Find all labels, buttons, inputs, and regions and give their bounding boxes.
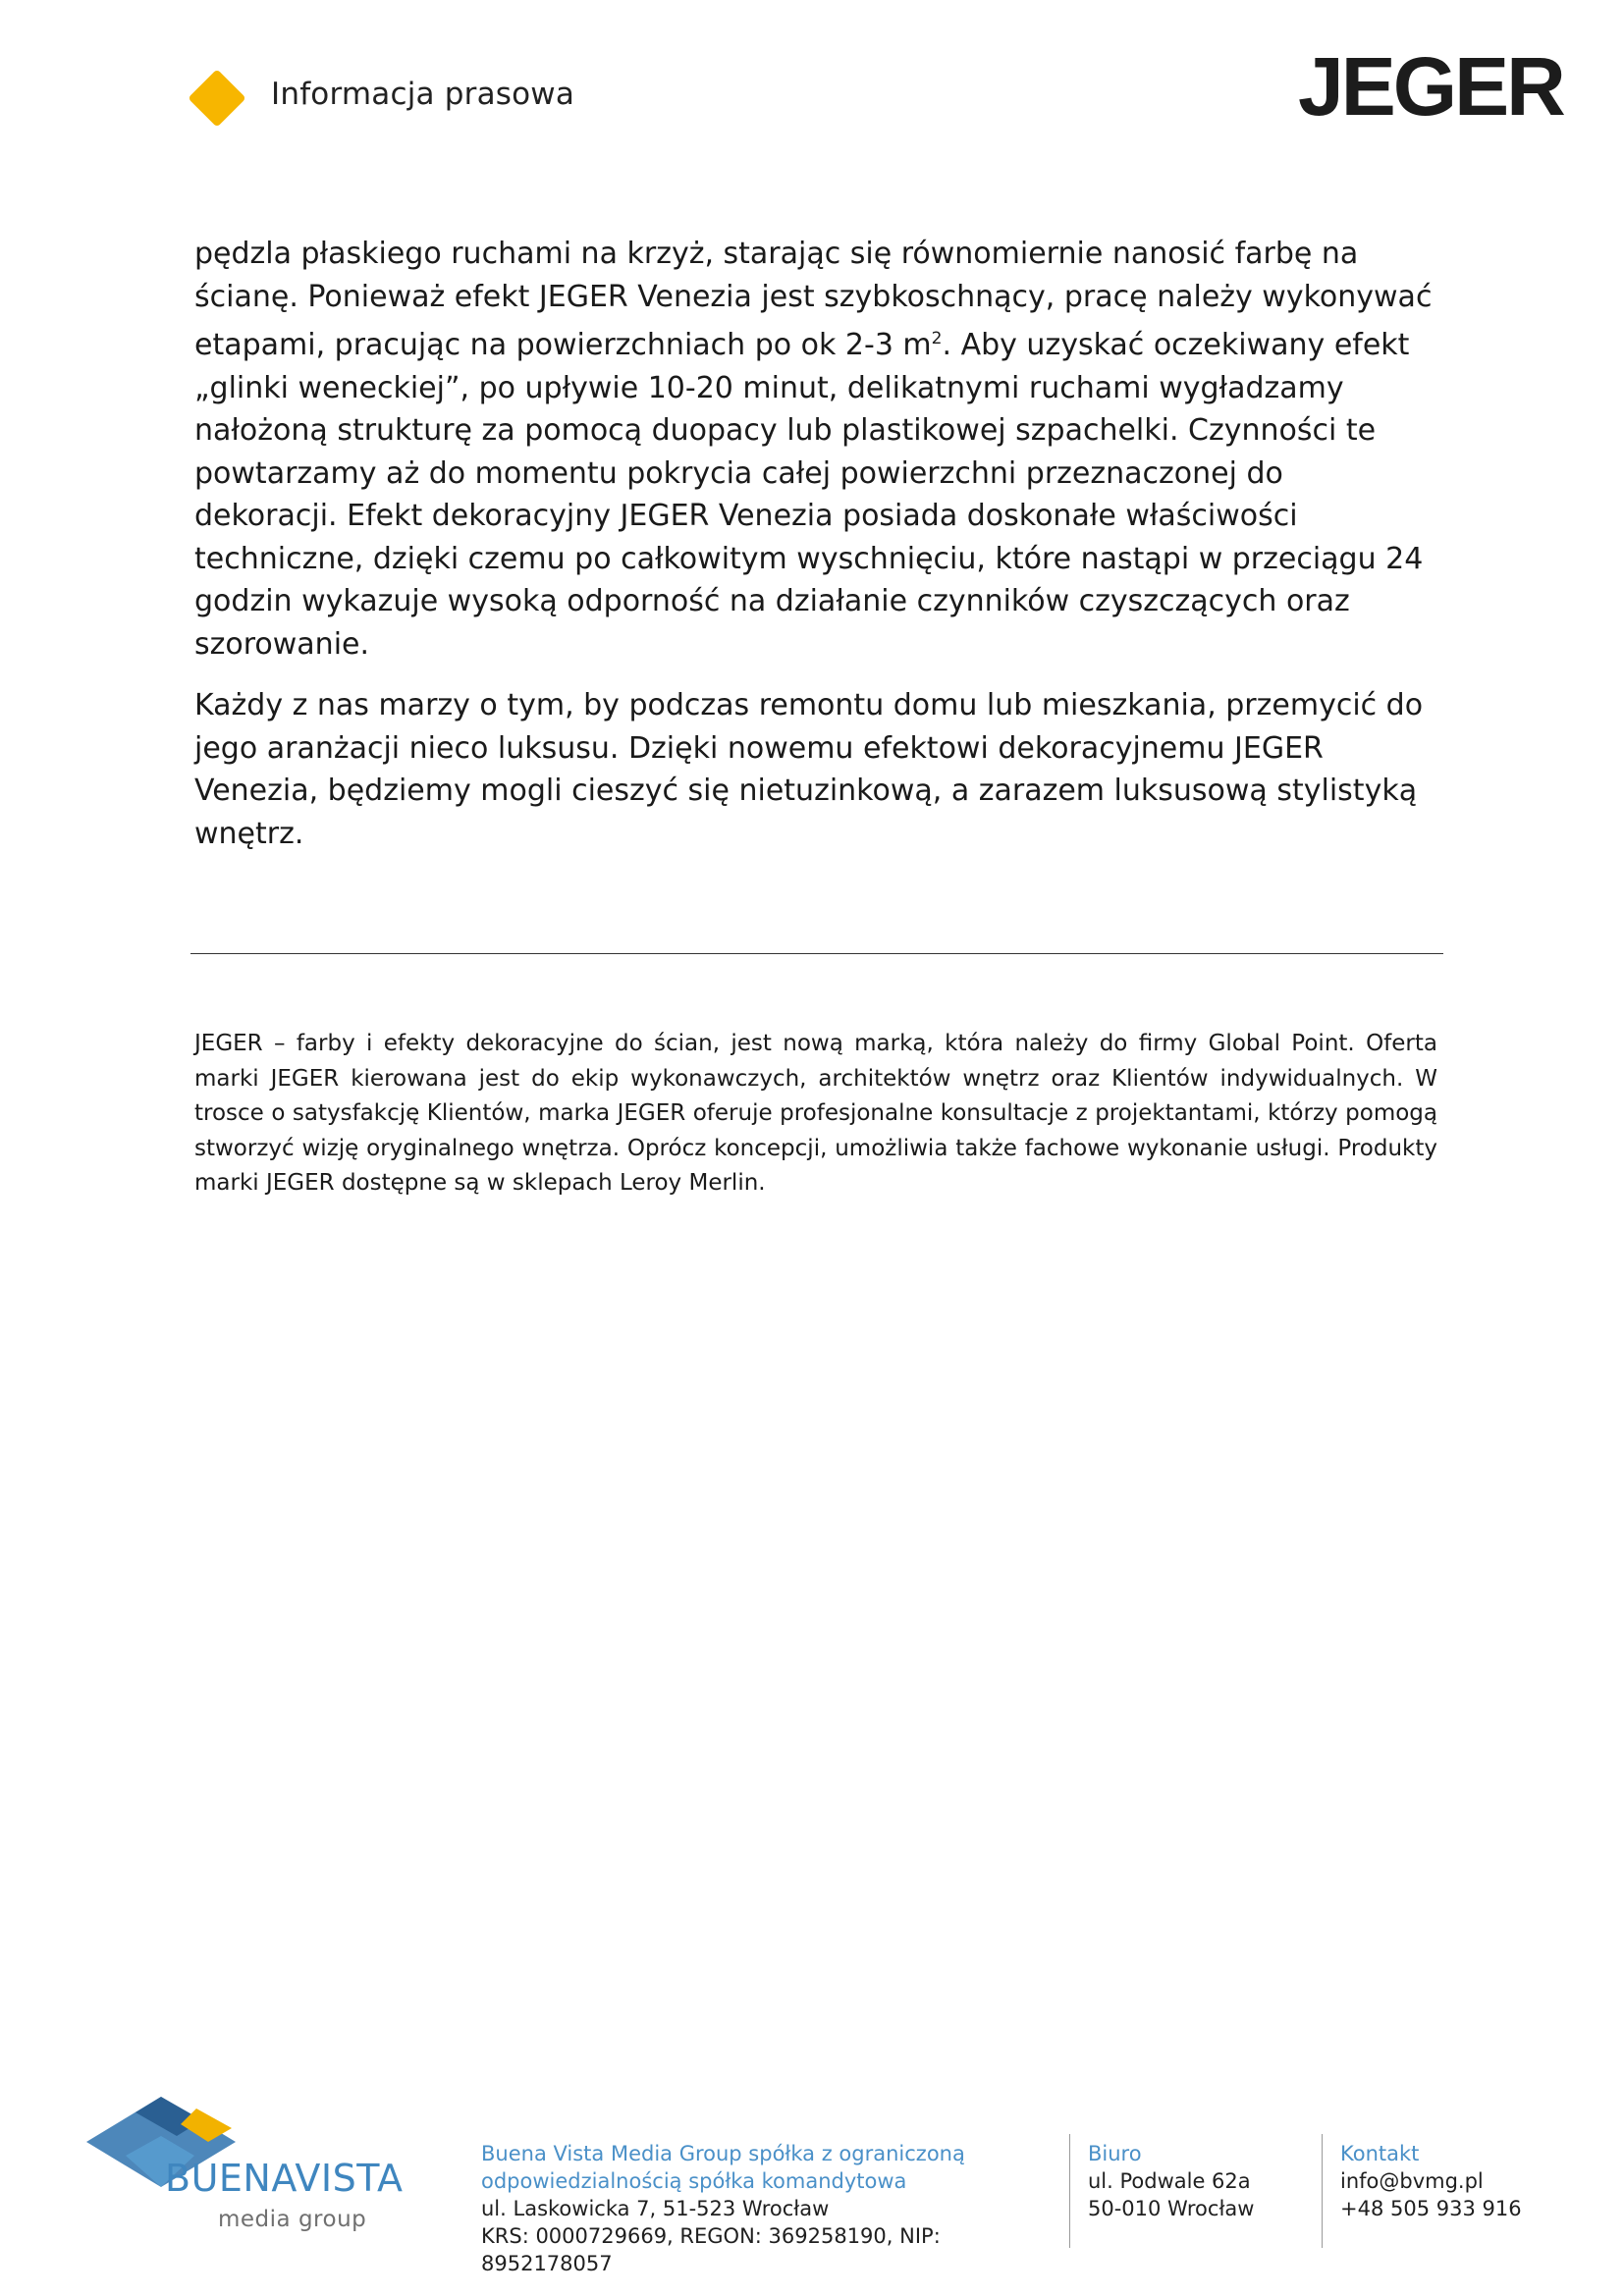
body-paragraph-2	[194, 684, 1443, 855]
body-line-text: . Aby uzyskać oczekiwany efekt	[942, 328, 1410, 362]
body-line: Każdy z nas marzy o tym, by podczas remontu domu lub mieszkania, przemycić do	[194, 688, 1424, 722]
header-diamond-icon	[188, 69, 245, 127]
company-name-line: odpowiedzialnością spółka komandytowa	[481, 2169, 907, 2193]
buenavista-logo-sub: media group	[218, 2207, 367, 2232]
body-line: dekoracji. Efekt dekoracyjny JEGER Venezia posiada doskonałe właściwości	[194, 499, 1298, 533]
body-line: powtarzamy aż do momentu pokrycia całej powierzchni przeznaczonej do	[194, 455, 1283, 491]
body-line: Venezia, będziemy mogli cieszyć się nietuzinkową, a zarazem luksusową stylistyką	[194, 774, 1418, 808]
body-line: godzin wykazuje wysoką odporność na działanie czynników czyszczących oraz	[194, 584, 1350, 618]
office-title: Biuro	[1088, 2142, 1142, 2165]
superscript: 2	[931, 329, 943, 348]
body-line: nałożoną strukturę za pomocą duopacy lub plastikowej szpachelki. Czynności te	[194, 413, 1377, 448]
office-street: ul. Podwale 62a	[1088, 2169, 1251, 2193]
body-line	[194, 318, 1443, 367]
footer-contact	[1340, 2140, 1537, 2222]
footer-divider	[1322, 2134, 1323, 2248]
body-line: ścianę. Ponieważ efekt JEGER Venezia jest szybkoschnący, pracę należy wykonywać	[194, 279, 1433, 314]
body-line: „glinki weneckiej”, po upływie 10-20 minut, delikatnymi ruchami wygładzamy	[194, 370, 1344, 405]
body-line: szorowanie.	[194, 626, 370, 662]
company-address: ul. Laskowicka 7, 51-523 Wrocław	[481, 2197, 830, 2220]
contact-title: Kontakt	[1340, 2142, 1420, 2165]
company-ids: KRS: 0000729669, REGON: 369258190, NIP: 8952178057	[481, 2224, 941, 2275]
logo-name-part: VISTA	[295, 2157, 404, 2200]
jeger-logo: JEGER	[1298, 40, 1563, 133]
body-line-text: etapami, pracując na powierzchniach po ok 2-3 m	[194, 328, 932, 362]
body-line: jego aranżacji nieco luksusu. Dzięki nowemu efektowi dekoracyjnemu JEGER	[194, 730, 1324, 766]
document-type-label: Informacja prasowa	[271, 77, 575, 112]
body-line: wnętrz.	[194, 816, 304, 851]
contact-email[interactable]: info@bvmg.pl	[1340, 2169, 1484, 2193]
footer-office	[1088, 2140, 1284, 2222]
office-city: 50-010 Wrocław	[1088, 2197, 1255, 2220]
body-line: techniczne, dzięki czemu po całkowitym wyschnięciu, które nastąpi w przeciągu 24	[194, 541, 1424, 576]
buenavista-logo-name	[165, 2157, 404, 2200]
footer-company	[481, 2140, 1031, 2277]
about-brand-note: JEGER – farby i efekty dekoracyjne do ścian, jest nową marką, która należy do firmy Global Point. Oferta marki JEGER kierowana jest do ekip wykonawczych, architektów wnętrz oraz Klientów indywidualnych. W trosce o satysfakcję Klientów, marka JEGER oferuje profesjonalne konsultacje z projektantami, którzy pomogą stworzyć wizję oryginalnego wnętrza. Oprócz koncepcji, umożliwia także fachowe wykonanie usługi. Produkty marki JEGER dostępne są w sklepach Leroy Merlin.	[194, 1031, 1437, 1196]
contact-phone[interactable]: +48 505 933 916	[1340, 2197, 1522, 2220]
body-line: pędzla płaskiego ruchami na krzyż, starając się równomiernie nanosić farbę na	[194, 237, 1359, 271]
body-paragraph-1	[194, 233, 1443, 666]
logo-name-part: BUENA	[165, 2157, 296, 2200]
section-divider	[190, 953, 1443, 954]
company-name-line: Buena Vista Media Group spółka z ograniczoną	[481, 2142, 965, 2165]
footer-divider	[1069, 2134, 1070, 2248]
